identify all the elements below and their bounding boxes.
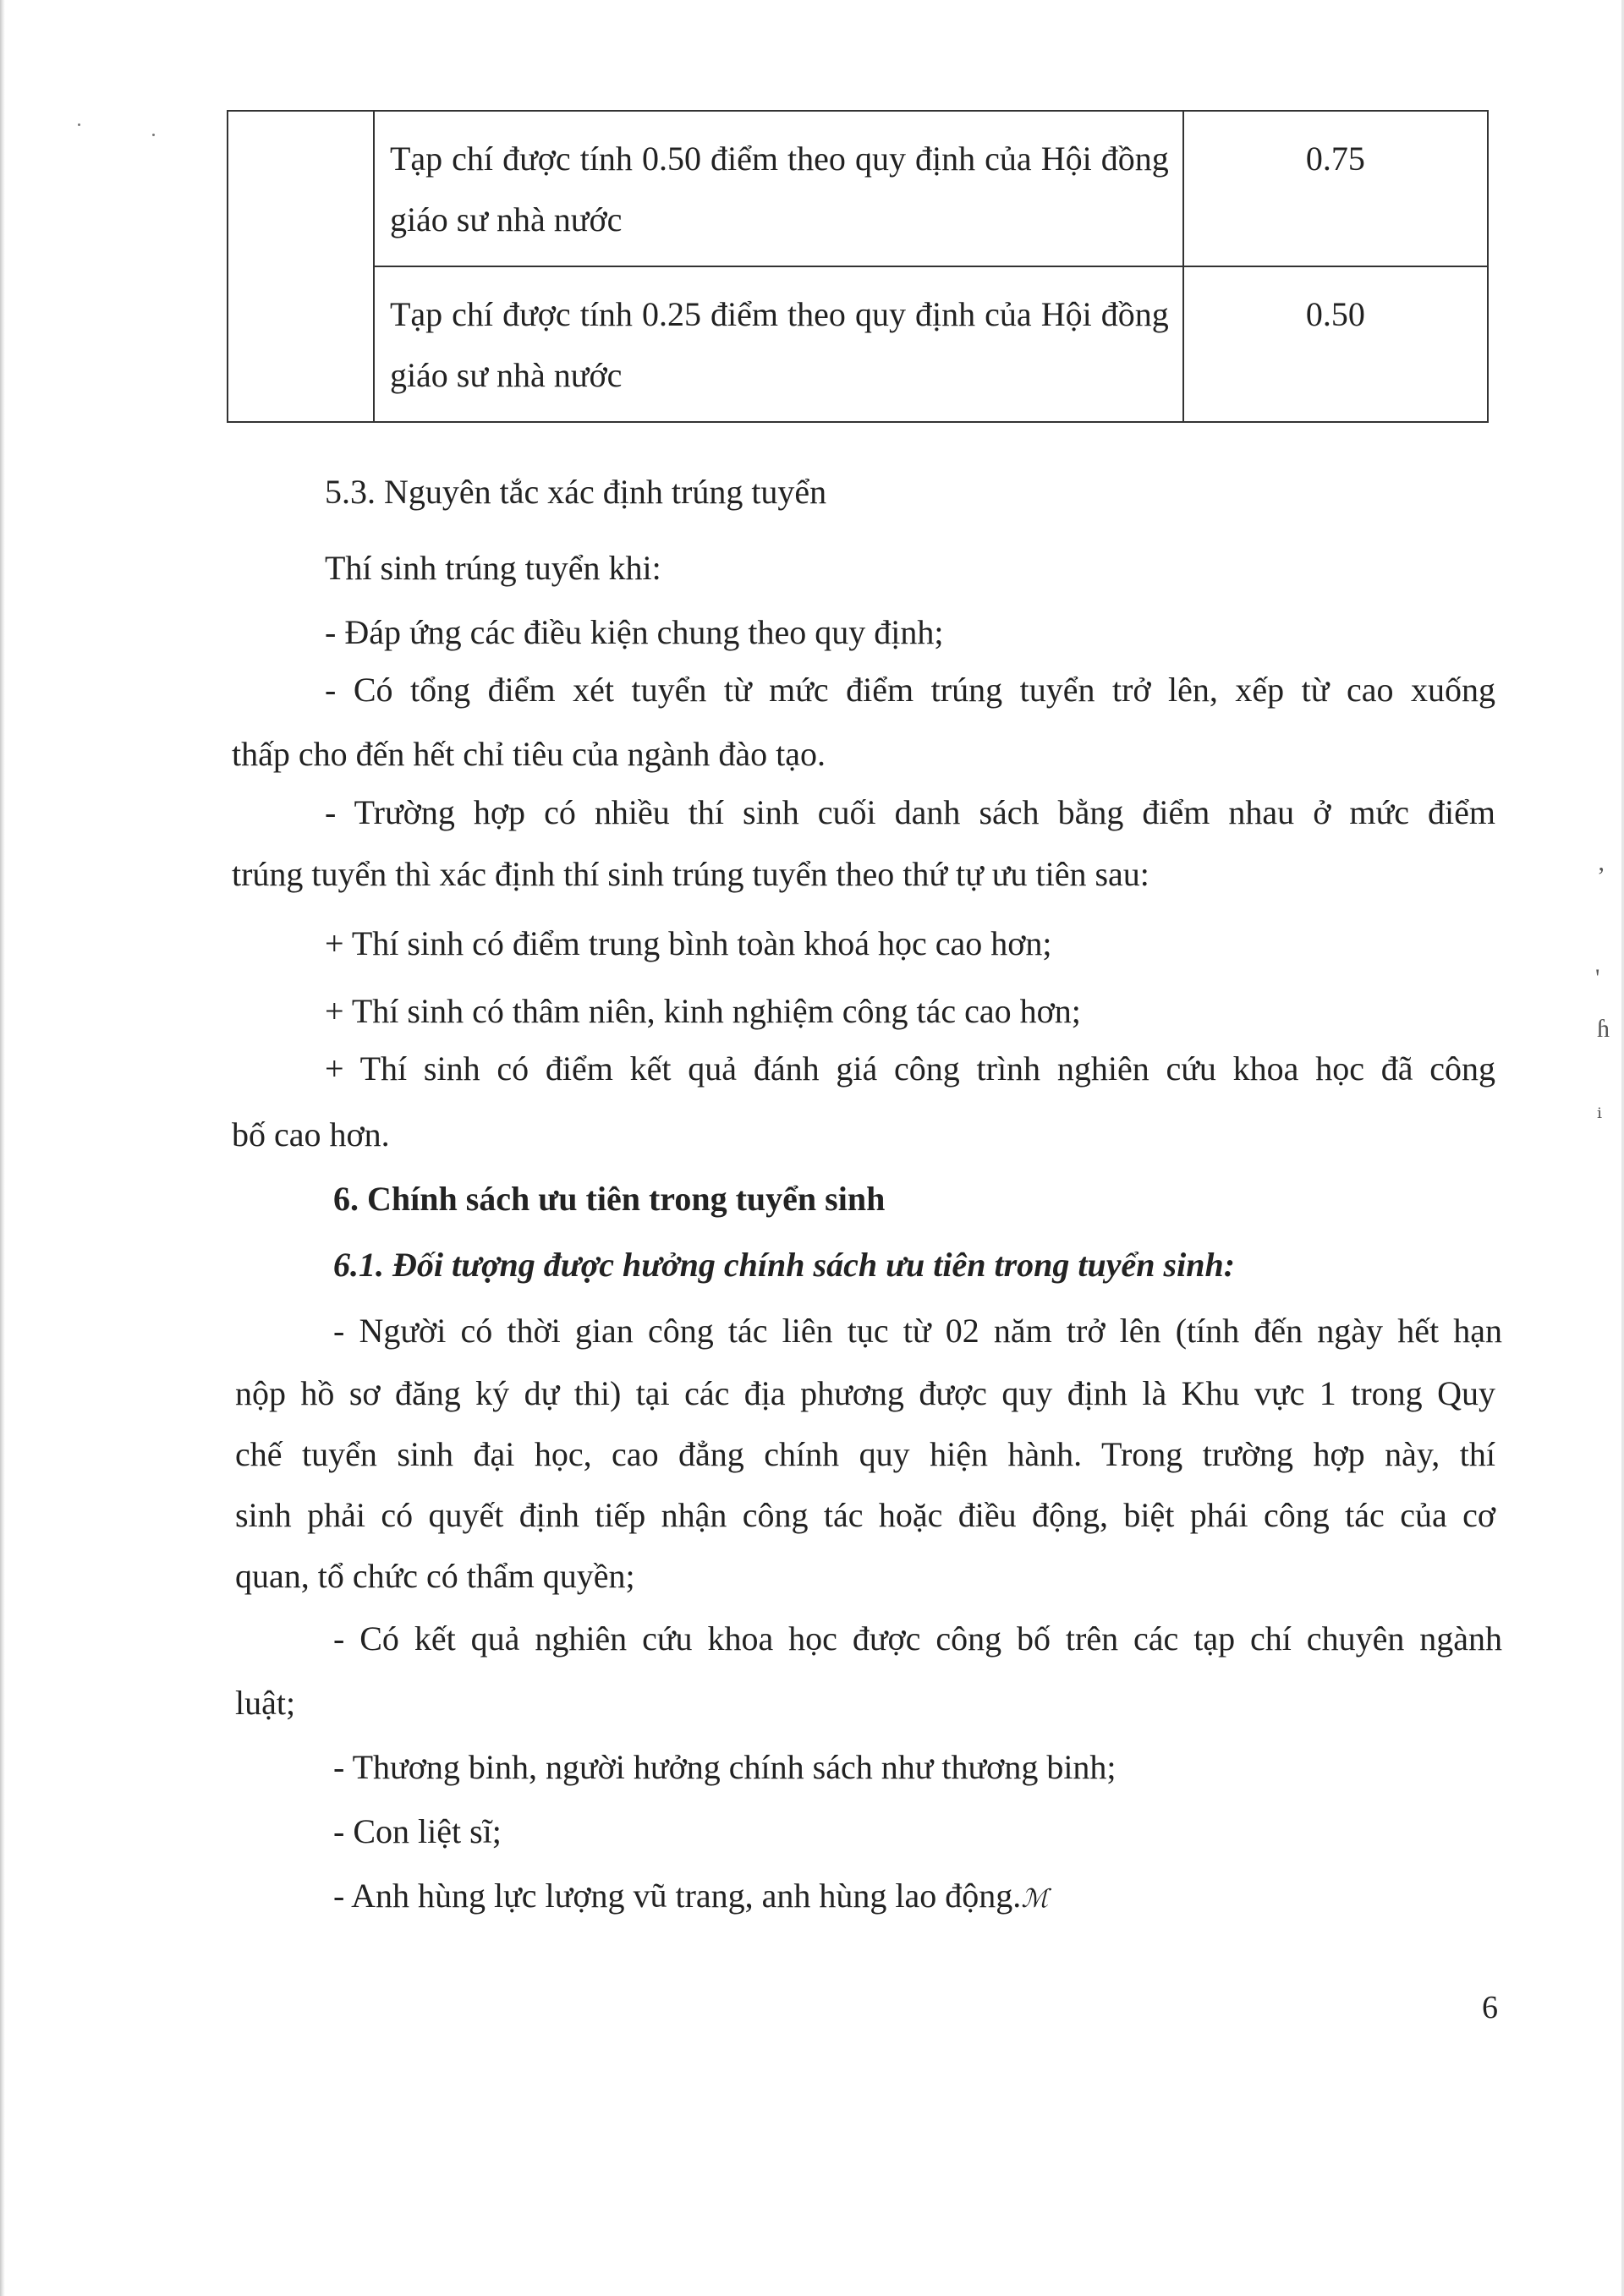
priority-1-line-3: chế tuyển sinh đại học, cao đẳng chính quy hiện hành. Trong trường hợp này, thí (235, 1435, 1495, 1473)
priority-3: - Thương binh, người hưởng chính sách như thương binh; (333, 1748, 1116, 1786)
table-row (228, 111, 1488, 266)
priority-1-line-5: quan, tổ chức có thẩm quyền; (235, 1557, 635, 1595)
table-row (228, 266, 1488, 422)
priority-1-line-4: sinh phải có quyết định tiếp nhận công tác hoặc điều động, biệt phái công tác của cơ (235, 1496, 1495, 1534)
tie-breaker-3-line-2: bố cao hơn. (232, 1115, 390, 1153)
priority-5 (333, 1874, 1048, 1921)
priority-4: - Con liệt sĩ; (333, 1812, 502, 1850)
criterion-3-line-2: trúng tuyển thì xác định thí sinh trúng tuyển theo thứ tự ưu tiên sau: (232, 855, 1149, 893)
priority-1-line-1: - Người có thời gian công tác liên tục từ 02 năm trở lên (tính đến ngày hết hạn (333, 1312, 1502, 1350)
criterion-2-line-2: thấp cho đến hết chỉ tiêu của ngành đào tạo. (232, 735, 826, 773)
priority-1-line-2: nộp hồ sơ đăng ký dự thi) tại các địa phương được quy định là Khu vực 1 trong Quy (235, 1374, 1495, 1412)
table-cell-description (374, 111, 1183, 266)
margin-scribble: ɦ (1597, 1015, 1610, 1043)
scan-speck (152, 134, 155, 136)
scan-edge-left (0, 0, 5, 2296)
paragraph-intro: Thí sinh trúng tuyển khi: (325, 549, 661, 587)
criterion-3-line-1: - Trường hợp có nhiều thí sinh cuối danh sách bằng điểm nhau ở mức điểm (325, 793, 1495, 831)
tie-breaker-1: + Thí sinh có điểm trung bình toàn khoá học cao hơn; (325, 924, 1052, 962)
priority-5-text: - Anh hùng lực lượng vũ trang, anh hùng lao động. (333, 1877, 1022, 1915)
margin-scribble: ʼ (1597, 863, 1605, 890)
merged-blank-cell (228, 111, 374, 422)
cell-score-value: 0.75 (1305, 140, 1365, 178)
priority-2-line-1: - Có kết quả nghiên cứu khoa học được công bố trên các tạp chí chuyên ngành (333, 1619, 1502, 1658)
table-cell-score (1183, 111, 1488, 266)
scan-speck (78, 123, 80, 126)
page-number: 6 (1482, 1990, 1498, 2025)
table-cell-description (374, 266, 1183, 422)
cell-text: Tạp chí được tính 0.50 điểm theo quy định của Hội đồng giáo sư nhà nước (389, 140, 1169, 238)
margin-scribble: ⁱ (1597, 1104, 1603, 1132)
section-heading-5-3: 5.3. Nguyên tắc xác định trúng tuyển (325, 473, 827, 511)
priority-2-line-2: luật; (235, 1684, 296, 1722)
cell-text: Tạp chí được tính 0.25 điểm theo quy định của Hội đồng giáo sư nhà nước (389, 295, 1169, 394)
margin-scribble: ' (1595, 964, 1600, 992)
criterion-2-line-1: - Có tổng điểm xét tuyển từ mức điểm trúng tuyển trở lên, xếp từ cao xuống (325, 671, 1495, 709)
cell-score-value: 0.50 (1305, 295, 1365, 333)
tie-breaker-3-line-1: + Thí sinh có điểm kết quả đánh giá công trình nghiên cứu khoa học đã công (325, 1049, 1495, 1088)
tie-breaker-2: + Thí sinh có thâm niên, kinh nghiệm công tác cao hơn; (325, 992, 1081, 1030)
score-table (227, 110, 1489, 423)
table-cell-score (1183, 266, 1488, 422)
criterion-1: - Đáp ứng các điều kiện chung theo quy định; (325, 613, 944, 651)
initials-signature: ℳ (1021, 1884, 1049, 1914)
section-heading-6: 6. Chính sách ưu tiên trong tuyển sinh (333, 1180, 886, 1218)
subsection-heading-6-1: 6.1. Đối tượng được hưởng chính sách ưu tiên trong tuyển sinh: (333, 1246, 1236, 1284)
